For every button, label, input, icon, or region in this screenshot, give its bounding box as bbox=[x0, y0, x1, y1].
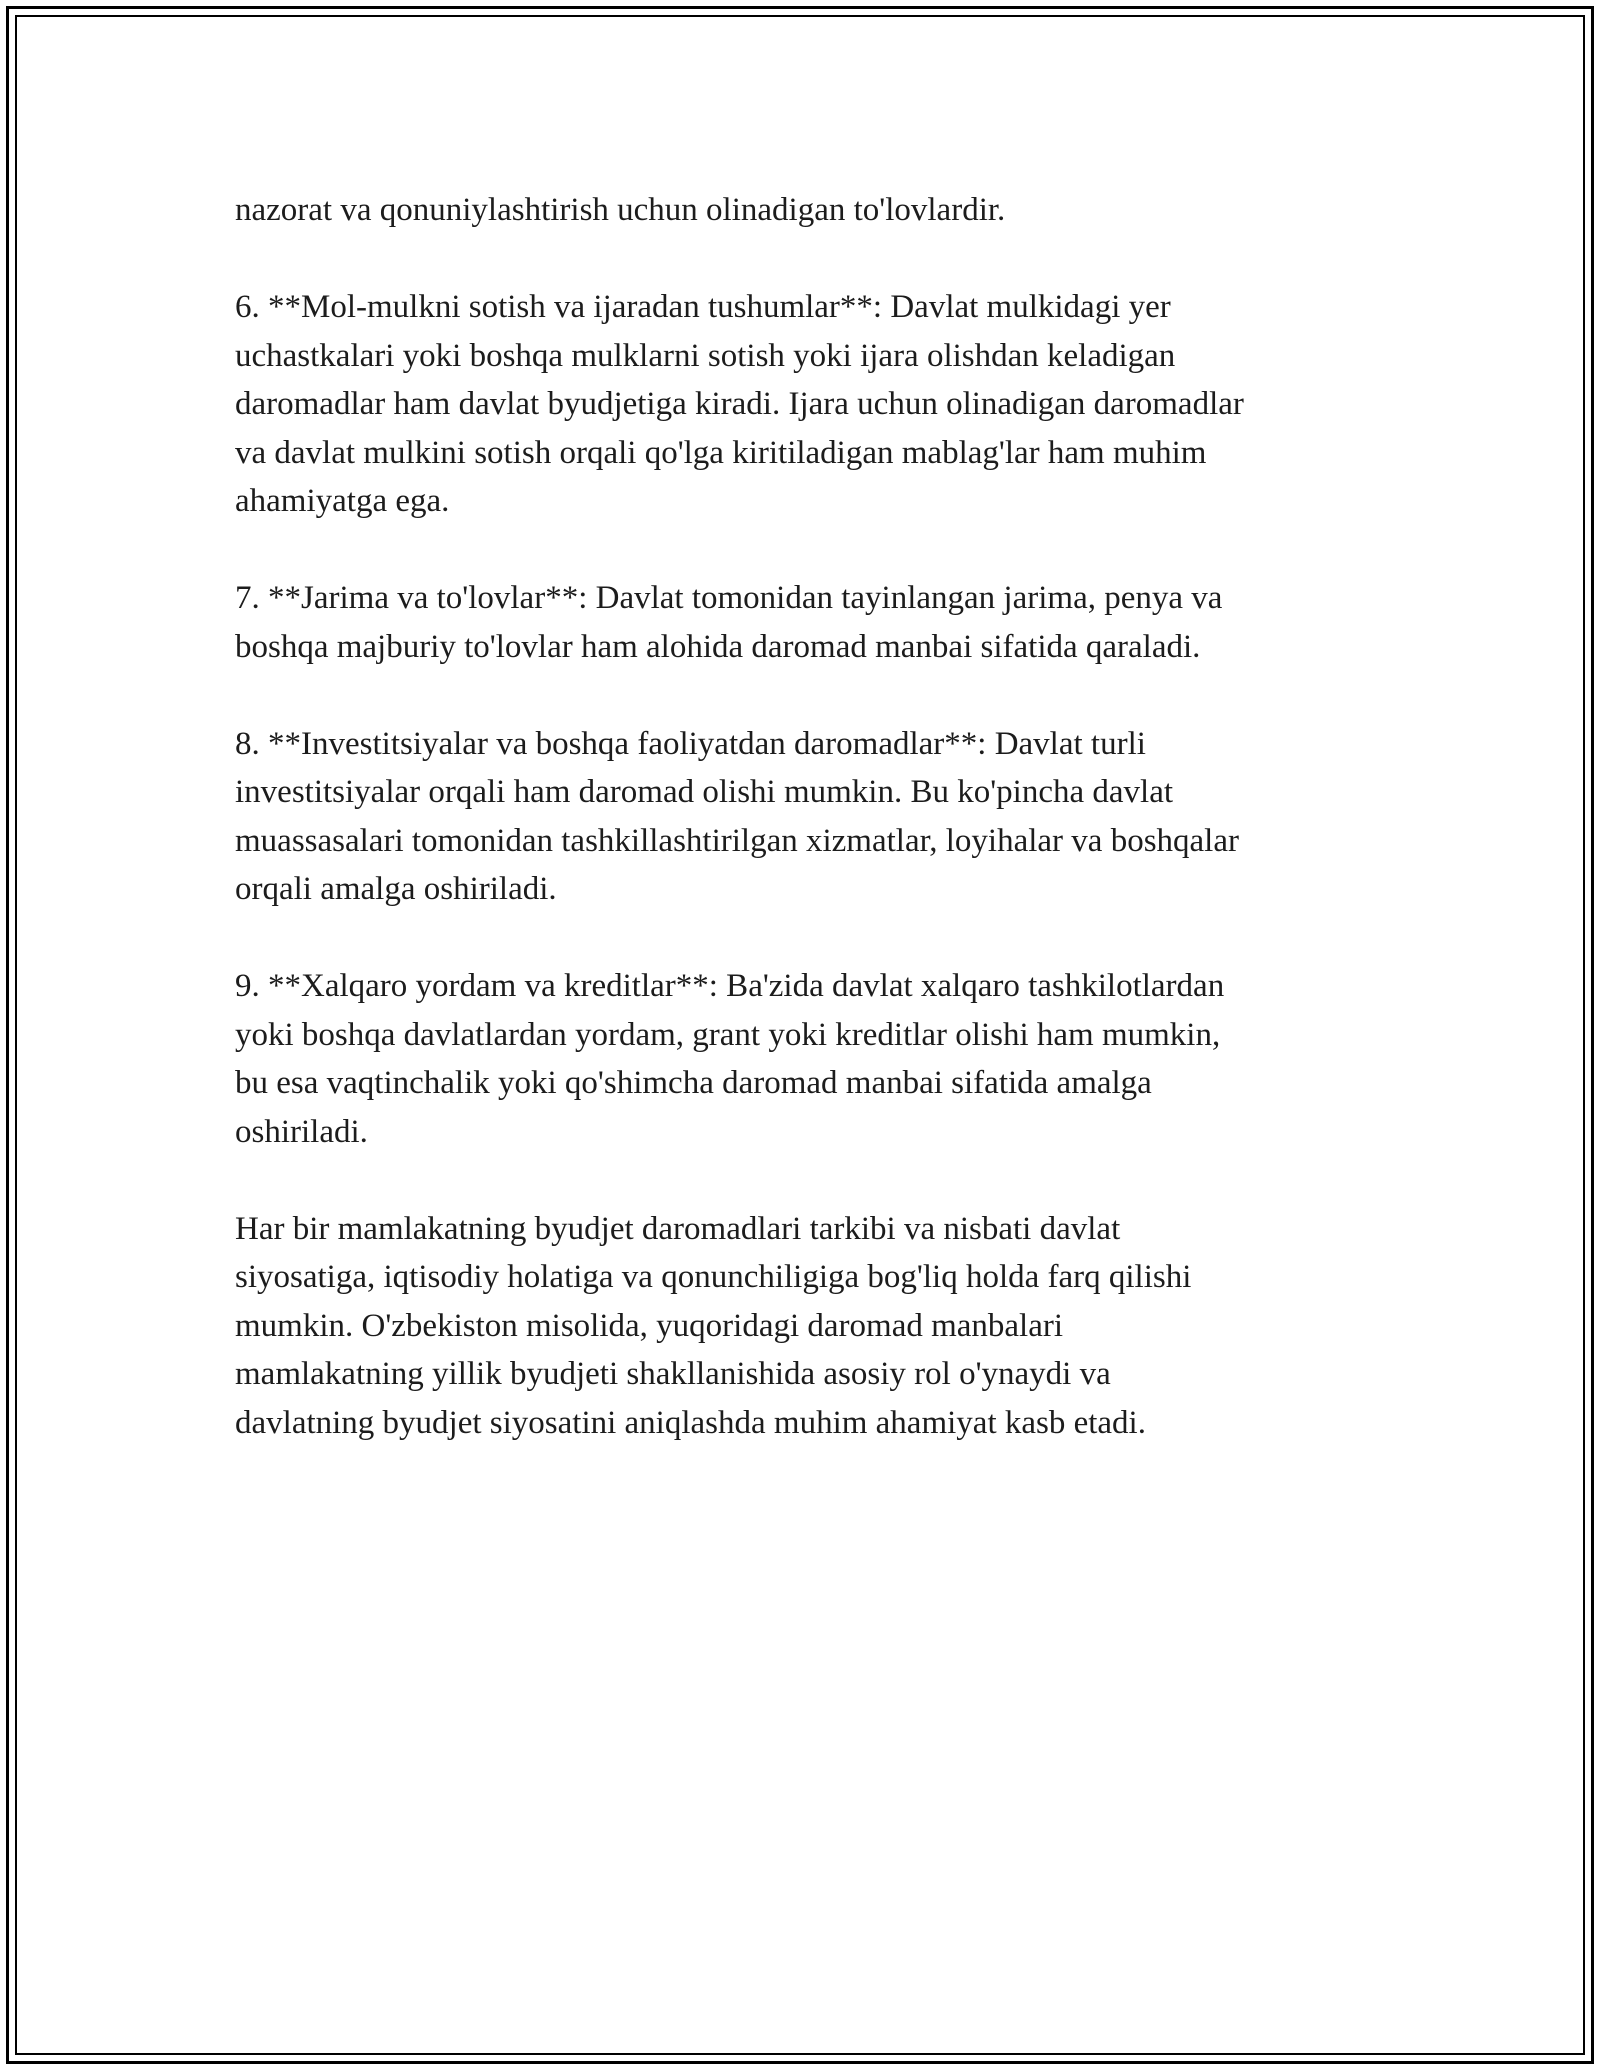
paragraph-conclusion: Har bir mamlakatning byudjet daromadlari tarkibi va nisbati davlat siyosatiga, iqtisodiy holatiga va qonunchiligiga bog'liq holda farq qilishi mumkin. O'zbekiston misolida, yuqoridagi daromad manbalari mamlakatning yillik byudjeti shakllanishida asosiy rol o'ynaydi va davlatning byudjet siyosatini aniqlashda muhim ahamiyat kasb etadi. bbox=[235, 1210, 1192, 1441]
paragraph-continuation: nazorat va qonuniylashtirish uchun olinadigan to'lovlardir. bbox=[235, 192, 1006, 228]
paragraph-item-8: 8. **Investitsiyalar va boshqa faoliyatdan daromadlar**: Davlat turli investitsiyalar orqali ham daromad olishi mumkin. Bu ko'pincha davlat muassasalari tomonidan tashkillashtirilgan xizmatlar, loyihalar va boshqalar orqali amalga oshiriladi. bbox=[235, 725, 1239, 907]
paragraph-item-9: 9. **Xalqaro yordam va kreditlar**: Ba'zida davlat xalqaro tashkilotlardan yoki boshqa davlatlardan yordam, grant yoki kreditlar olishi ham mumkin, bu esa vaqtinchalik yoki qo'shimcha daromad manbai sifatida amalga oshiriladi. bbox=[235, 968, 1225, 1150]
paragraph-item-7: 7. **Jarima va to'lovlar**: Davlat tomonidan tayinlangan jarima, penya va boshqa majburiy to'lovlar ham alohida daromad manbai sifatida qaraladi. bbox=[235, 580, 1223, 665]
document-body bbox=[235, 186, 1395, 1496]
paragraph-item-6: 6. **Mol-mulkni sotish va ijaradan tushumlar**: Davlat mulkidagi yer uchastkalari yoki boshqa mulklarni sotish yoki ijara olishdan keladigan daromadlar ham davlat byudjetiga kiradi. Ijara uchun olinadigan daromadlar va davlat mulkini sotish orqali qo'lga kiritiladigan mablag'lar ham muhim ahamiyatga ega. bbox=[235, 289, 1244, 519]
